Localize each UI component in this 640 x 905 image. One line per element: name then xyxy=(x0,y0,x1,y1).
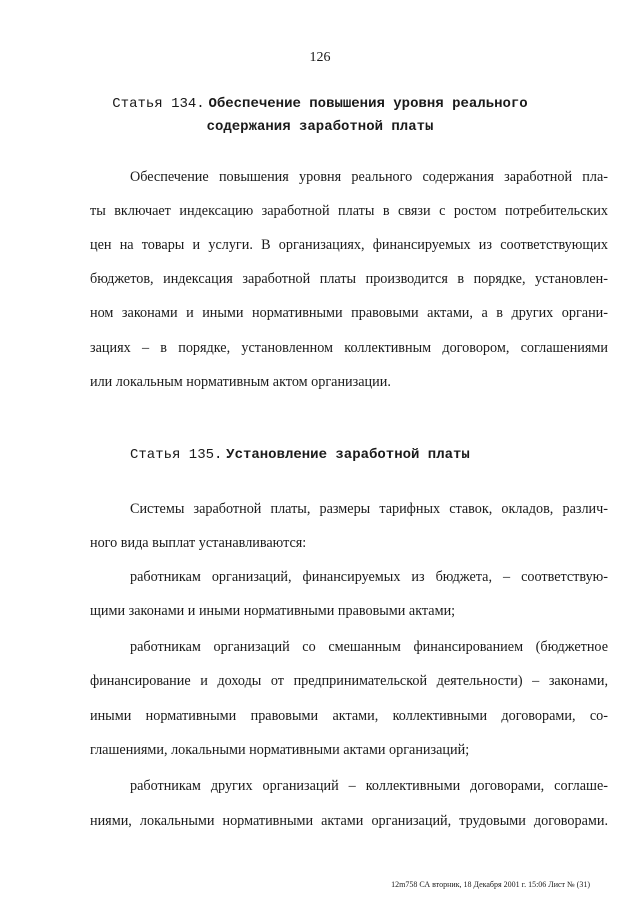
paragraph-line: иными нормативными правовыми актами, коллективными договорами, со- xyxy=(90,708,608,724)
article-134-title-line2: содержания заработной платы xyxy=(206,119,434,135)
paragraph-line: щими законами и иными нормативными правовыми актами; xyxy=(90,603,456,619)
page-footer: 12m758 СА вторник, 18 Декабря 2001 г. 15:06 Лист № (31) xyxy=(391,880,590,889)
article-135-heading xyxy=(130,443,470,466)
paragraph-line: ты включает индексацию заработной платы в связи с ростом потребительских xyxy=(90,203,608,219)
paragraph-line: ниями, локальными нормативными актами организаций, трудовыми договорами. xyxy=(90,813,608,829)
paragraph-line: работникам организаций со смешанным финансированием (бюджетное xyxy=(130,639,608,655)
page-number: 126 xyxy=(309,50,331,65)
article-134-heading xyxy=(0,92,640,138)
paragraph-line: Обеспечение повышения уровня реального содержания заработной пла- xyxy=(130,169,608,185)
paragraph-line: работникам других организаций – коллективными договорами, соглаше- xyxy=(130,778,608,794)
paragraph-line: Системы заработной платы, размеры тарифных ставок, окладов, различ- xyxy=(130,501,608,517)
article-135-label: Статья 135. xyxy=(130,447,223,463)
article-134-title-line1: Обеспечение повышения уровня реального xyxy=(208,96,528,112)
article-135-title: Установление заработной платы xyxy=(226,447,470,463)
paragraph-line: или локальным нормативным актом организации. xyxy=(90,374,391,390)
paragraph-line: зациях – в порядке, установленном коллективным договором, соглашениями xyxy=(90,340,608,356)
paragraph-line: ном законами и иными нормативными правовыми актами, а в других органи- xyxy=(90,305,608,321)
paragraph-line: бюджетов, индексация заработной платы производится в порядке, установлен- xyxy=(90,271,608,287)
paragraph-line: цен на товары и услуги. В организациях, финансируемых из соответствующих xyxy=(90,237,608,253)
paragraph-line: глашениями, локальными нормативными актами организаций; xyxy=(90,742,470,758)
paragraph-line: финансирование и доходы от предпринимательской деятельности) – законами, xyxy=(90,673,608,689)
paragraph-line: работникам организаций, финансируемых из бюджета, – соответствую- xyxy=(130,569,608,585)
article-134-label: Статья 134. xyxy=(112,96,205,112)
paragraph-line: ного вида выплат устанавливаются: xyxy=(90,535,307,551)
